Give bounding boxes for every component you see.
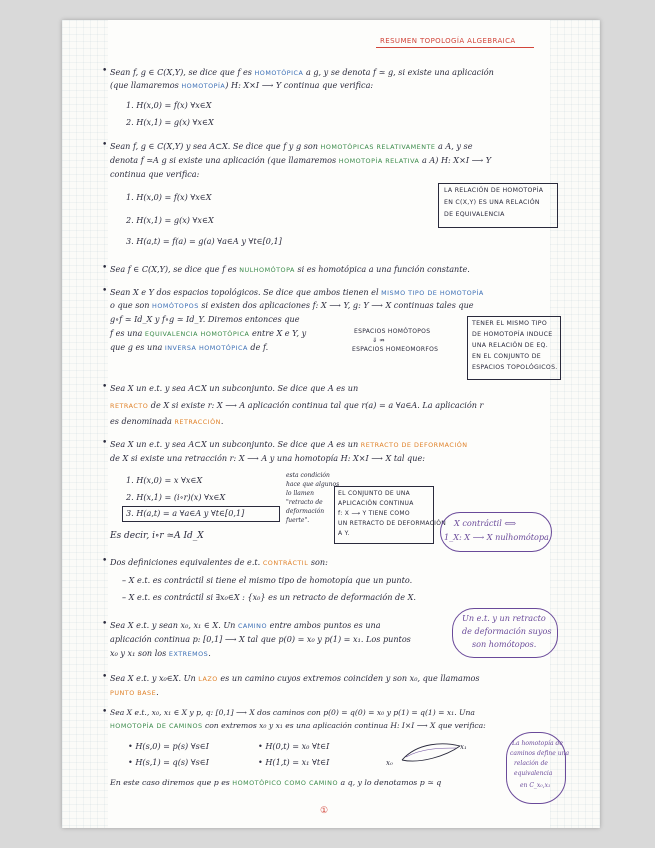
note-line: DE HOMOTOPÍA INDUCE (472, 331, 553, 338)
page-number: ① (320, 806, 329, 816)
s4-line-3: g∘f ≃ Id_X y f∘g ≃ Id_Y. Diremos entonces que (110, 314, 300, 324)
note-line: "retracto de (286, 499, 323, 506)
note-line: relación de (514, 760, 548, 767)
s5-line-3: es denominada RETRACCIÓN. (110, 416, 224, 426)
note-line: EN C(X,Y) ES UNA RELACIÓN (444, 199, 540, 206)
note-line: fuerte". (286, 517, 310, 524)
s4-line-2: o que son HOMÓTOPOS si existen dos aplicaciones f: X ⟶ Y, g: Y ⟶ X continuas tales que (110, 300, 474, 310)
note-line: EN EL CONJUNTO DE (472, 353, 542, 360)
page-title: RESUMEN TOPOLOGÍA ALGEBRAICA (380, 37, 516, 45)
bullet: • (102, 619, 108, 629)
note-line: equivalencia (514, 770, 553, 777)
path-condition: • H(s,1) = q(s) ∀s∈I (128, 757, 209, 767)
note-line: 1_X: X ⟶ X nulhomótopa (444, 532, 549, 542)
note-line: deformación (286, 508, 325, 515)
s8-line-1: Sea X e.t. y sean x₀, x₁ ∈ X. Un CAMINO entre ambos puntos es una (110, 620, 381, 630)
s7-definition-1: – X e.t. es contráctil si tiene el mismo tipo de homotopía que un punto. (122, 575, 413, 585)
bullet: • (102, 382, 108, 392)
s3-line: Sea f ∈ C(X,Y), se dice que f es NULHOMÓTOPA si es homotópica a una función constante. (110, 264, 470, 274)
s8-line-2: aplicación continua p: [0,1] ⟶ X tal que p(0) = x₀ y p(1) = x₁. Los puntos (110, 634, 411, 644)
note-line: en C_x₀,x₁ (520, 782, 551, 789)
s6-line-3: Es decir, i∘r ≃A Id_X (110, 531, 204, 541)
s6-line-1: Sea X un e.t. y sea A⊂X un subconjunto. Se dice que A es un RETRACTO DE DEFORMACIÓN (110, 439, 468, 449)
s1-line-2: (que llamaremos HOMOTOPÍA) H: X×I ⟶ Y continua que verifica: (110, 80, 374, 90)
homotopy-implication-line: ESPACIOS HOMÓTOPOS (354, 328, 431, 335)
bullet: • (102, 438, 108, 448)
note-line: APLICACIÓN CONTINUA (338, 500, 414, 507)
s7-definition-2: – X e.t. es contráctil si ∃x₀∈X : {x₀} es un retracto de deformación de X. (122, 592, 416, 602)
point-label-x1: x₁ (460, 743, 467, 751)
s2-line-1: Sean f, g ∈ C(X,Y) y sea A⊂X. Se dice que f y g son HOMOTÓPICAS RELATIVAMENTE a A, y se (110, 141, 473, 151)
note-line: Un e.t. y un retracto (462, 613, 546, 623)
s4-line-5: que g es una INVERSA HOMOTÓPICA de f. (110, 342, 269, 352)
s6-condition-3: 3. H(a,t) = a ∀a∈A y ∀t∈[0,1] (126, 508, 245, 518)
note-line: EL CONJUNTO DE UNA (338, 490, 411, 497)
notebook-page (62, 20, 600, 828)
bullet: • (102, 140, 108, 150)
note-line: esta condición (286, 472, 330, 479)
s1-condition-2: 2. H(x,1) = g(x) ∀x∈X (126, 117, 214, 127)
path-condition: • H(1,t) = x₁ ∀t∈I (258, 757, 330, 767)
bullet: • (102, 263, 108, 273)
bullet: • (102, 672, 108, 682)
s8-line-3: x₀ y x₁ son los EXTREMOS. (110, 648, 211, 658)
bullet: • (102, 556, 108, 566)
s4-line-1: Sean X e Y dos espacios topológicos. Se dice que ambos tienen el MISMO TIPO DE HOMOTOPÍA (110, 287, 484, 297)
s2-condition-2: 2. H(x,1) = g(x) ∀x∈X (126, 215, 214, 225)
s2-line-2: denota f ≃A g si existe una aplicación (que llamaremos HOMOTOPÍA RELATIVA a A) H: X×I ⟶ Y (110, 155, 492, 165)
note-line: lo llamen (286, 490, 314, 497)
note-line: son homótopos. (472, 639, 537, 649)
s1-condition-1: 1. H(x,0) = f(x) ∀x∈X (126, 100, 212, 110)
note-line: ESPACIOS TOPOLÓGICOS. (472, 364, 558, 371)
s5-line-1: Sea X un e.t. y sea A⊂X un subconjunto. Se dice que A es un (110, 383, 359, 393)
s10-line-1: Sea X e.t., x₀, x₁ ∈ X y p, q: [0,1] ⟶ X dos caminos con p(0) = q(0) = x₀ y p(1) = q(1) = x₁. Una (110, 708, 475, 717)
note-line: de deformación suyos (462, 626, 552, 636)
s2-condition-3: 3. H(a,t) = f(a) = g(a) ∀a∈A y ∀t∈[0,1] (126, 236, 282, 246)
bullet: • (102, 66, 108, 76)
s4-line-4: f es una EQUIVALENCIA HOMOTÓPICA entre X e Y, y (110, 328, 307, 338)
s9-line-2: PUNTO BASE. (110, 687, 159, 697)
note-line: DE EQUIVALENCIA (444, 211, 505, 218)
point-label-x0: x₀ (386, 759, 393, 767)
grid-margin-right (550, 20, 600, 828)
bullet: • (102, 707, 108, 717)
path-homotopy-sketch (398, 740, 464, 766)
note-line: La homotopía de (512, 740, 563, 747)
path-condition: • H(s,0) = p(s) ∀s∈I (128, 741, 209, 751)
homotopy-implication-line: ESPACIOS HOMEOMORFOS (352, 346, 439, 353)
note-line: caminos define una (510, 750, 570, 757)
note-line: UN RETRACTO DE DEFORMACIÓN (338, 520, 447, 527)
s2-condition-1: 1. H(x,0) = f(x) ∀x∈X (126, 192, 212, 202)
note-line: hace que algunos (286, 481, 340, 488)
note-line: X contráctil ⟺ (454, 518, 517, 528)
s6-condition-1: 1. H(x,0) = x ∀x∈X (126, 475, 203, 485)
s9-line-1: Sea X e.t. y x₀∈X. Un LAZO es un camino cuyos extremos coinciden y son x₀, que llamamos (110, 673, 480, 683)
bullet: • (102, 286, 108, 296)
note-line: f: X ⟶ Y TIENE COMO (338, 510, 410, 517)
title-underline (376, 47, 534, 48)
path-condition: • H(0,t) = x₀ ∀t∈I (258, 741, 330, 751)
s2-line-3: continua que verifica: (110, 169, 200, 179)
s1-line-1: Sean f, g ∈ C(X,Y), se dice que f es HOMOTÓPICA a g, y se denota f ≃ g, si existe una aplicación (110, 67, 494, 77)
s6-line-2: de X si existe una retracción r: X ⟶ A y una homotopía H: X×I ⟶ X tal que: (110, 453, 425, 463)
note-line: LA RELACIÓN DE HOMOTOPÍA (444, 187, 544, 194)
s5-line-2: RETRACTO de X si existe r: X ⟶ A aplicación continua tal que r(a) = a ∀a∈A. La aplicación r (110, 400, 484, 410)
note-line: A Y. (338, 530, 350, 537)
homotopy-implication-arrows: ⇓ ⇏ (372, 337, 385, 344)
s6-condition-2: 2. H(x,1) = (i∘r)(x) ∀x∈X (126, 492, 226, 502)
note-line: UNA RELACIÓN DE EQ. (472, 342, 548, 349)
s10-line-3: En este caso diremos que p es HOMOTÓPICO COMO CAMINO a q, y lo denotamos p ≃ q (110, 778, 442, 787)
s7-line-1: Dos definiciones equivalentes de e.t. CONTRÁCTIL son: (110, 557, 328, 567)
note-line: TENER EL MISMO TIPO (472, 320, 547, 327)
s10-line-2: HOMOTOPÍA DE CAMINOS con extremos x₀ y x₁ es una aplicación continua H: I×I ⟶ X que verifica: (110, 721, 486, 730)
